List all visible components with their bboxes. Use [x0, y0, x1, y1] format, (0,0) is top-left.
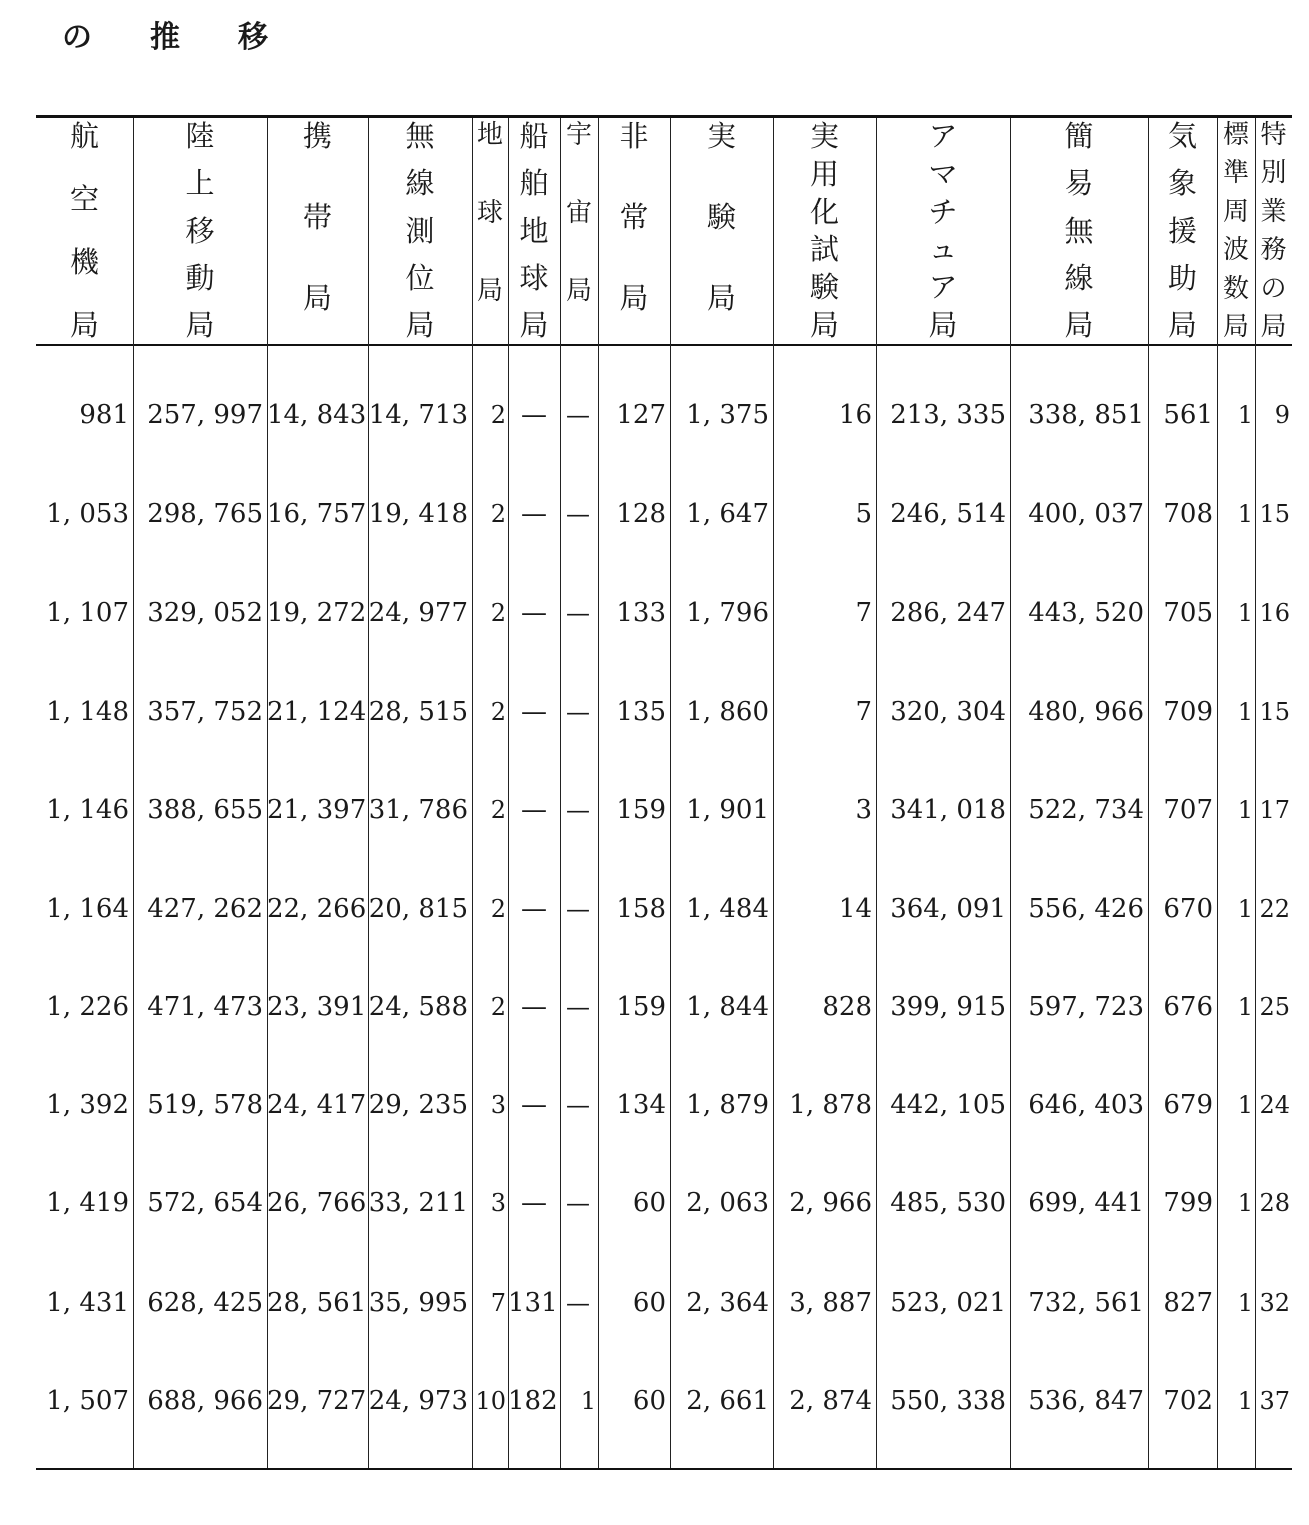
- table-cell: 1: [1237, 401, 1253, 429]
- table-cell: 2: [490, 895, 506, 923]
- table-cell: 3: [490, 1189, 506, 1217]
- table-cell: —: [521, 598, 547, 628]
- table-cell: 485, 530: [890, 1188, 1006, 1218]
- header-char: 特: [1260, 120, 1287, 150]
- table-cell: 2, 063: [686, 1188, 769, 1218]
- table-cell: 1, 901: [686, 795, 769, 825]
- table-cell: 159: [616, 992, 666, 1022]
- table-cell: 2, 874: [789, 1386, 872, 1416]
- table-cell: 1: [580, 1387, 596, 1415]
- header-char: 常: [619, 200, 649, 234]
- header-char: 無: [405, 119, 435, 153]
- table-cell: —: [566, 993, 590, 1021]
- table-cell: 135: [616, 697, 666, 727]
- table-cell: —: [566, 1189, 590, 1217]
- table-cell: 827: [1163, 1288, 1213, 1318]
- table-cell: 28, 515: [368, 697, 468, 727]
- table-cell: —: [566, 401, 590, 429]
- table-cell: 471, 473: [147, 992, 263, 1022]
- table-cell: 399, 915: [890, 992, 1006, 1022]
- header-char: 地: [519, 213, 549, 248]
- table-cell: 1, 431: [46, 1288, 129, 1318]
- column-header-c15: [1255, 122, 1292, 340]
- header-char: ュ: [928, 232, 958, 267]
- header-char: 用: [809, 156, 839, 191]
- table-cell: 60: [632, 1386, 666, 1416]
- table-cell: 2: [490, 698, 506, 726]
- header-char: 測: [405, 213, 435, 248]
- table-cell: 24, 977: [368, 598, 468, 628]
- table-cell: 709: [1163, 697, 1213, 727]
- table-cell: 22, 266: [267, 894, 367, 924]
- table-cell: —: [566, 500, 590, 528]
- table-cell: 523, 021: [890, 1288, 1006, 1318]
- table-cell: 646, 403: [1028, 1090, 1144, 1120]
- header-char: 業: [1260, 196, 1287, 227]
- table-cell: 708: [1163, 499, 1213, 529]
- column-header-c8: [598, 119, 670, 340]
- header-char: 局: [1260, 311, 1287, 342]
- table-cell: 182: [508, 1386, 558, 1416]
- column-header-c11: [876, 119, 1010, 342]
- table-cell: 702: [1163, 1386, 1213, 1416]
- table-cell: 357, 752: [147, 697, 263, 727]
- table-cell: 133: [616, 598, 666, 628]
- table-cell: 14: [838, 894, 872, 924]
- header-char: 験: [706, 200, 736, 234]
- column-header-c5: [472, 122, 508, 340]
- table-cell: 24, 588: [368, 992, 468, 1022]
- header-char: 線: [1064, 260, 1094, 295]
- header-char: 局: [476, 276, 503, 306]
- table-cell: 5: [855, 499, 872, 529]
- table-cell: 3: [855, 795, 872, 825]
- table-cell: —: [521, 400, 547, 430]
- header-char: 地: [476, 120, 503, 150]
- table-cell: 15: [1259, 500, 1290, 528]
- table-cell: 1, 053: [46, 499, 129, 529]
- table-cell: —: [566, 698, 590, 726]
- table-cell: 705: [1163, 598, 1213, 628]
- table-cell: 320, 304: [890, 697, 1006, 727]
- header-char: 務: [1260, 235, 1287, 266]
- table-cell: 17: [1259, 796, 1290, 824]
- header-char: 局: [302, 281, 332, 315]
- table-cell: 60: [632, 1188, 666, 1218]
- header-char: 象: [1167, 166, 1197, 201]
- table-cell: 2, 364: [686, 1288, 769, 1318]
- header-char: 局: [1064, 308, 1094, 342]
- table-cell: 7: [855, 697, 872, 727]
- table-cell: 2: [490, 599, 506, 627]
- table-cell: 26, 766: [267, 1188, 367, 1218]
- table-cell: —: [566, 1091, 590, 1119]
- column-header-c1: [36, 119, 133, 342]
- header-char: 気: [1167, 119, 1197, 153]
- table-cell: 556, 426: [1028, 894, 1144, 924]
- table-cell: 1, 507: [46, 1386, 129, 1416]
- table-cell: —: [566, 1289, 590, 1317]
- header-char: 簡: [1064, 119, 1094, 153]
- table-cell: 688, 966: [147, 1386, 263, 1416]
- table-cell: 1: [1237, 599, 1253, 627]
- table-cell: 1: [1237, 698, 1253, 726]
- header-char: 局: [706, 281, 736, 315]
- table-cell: 1, 878: [789, 1090, 872, 1120]
- header-char: 無: [1064, 213, 1094, 248]
- table-cell: 14, 713: [368, 400, 468, 430]
- table-cell: 1, 226: [46, 992, 129, 1022]
- table-cell: 7: [855, 598, 872, 628]
- table-cell: 29, 235: [368, 1090, 468, 1120]
- table-cell: 828: [822, 992, 872, 1022]
- page-title: [62, 12, 326, 56]
- table-cell: —: [566, 599, 590, 627]
- table-cell: —: [566, 796, 590, 824]
- header-char: 験: [809, 270, 839, 305]
- table-cell: 213, 335: [890, 400, 1006, 430]
- header-char: 局: [928, 307, 958, 342]
- table-cell: 9: [1274, 401, 1290, 429]
- table-cell: 286, 247: [890, 598, 1006, 628]
- table-cell: 257, 997: [147, 400, 263, 430]
- table-cell: 128: [616, 499, 666, 529]
- header-char: 数: [1222, 273, 1249, 304]
- table-cell: 15: [1259, 698, 1290, 726]
- column-header-c9: [670, 119, 773, 340]
- table-cell: —: [521, 697, 547, 727]
- table-cell: 7: [490, 1289, 506, 1317]
- table-cell: 22: [1259, 895, 1290, 923]
- header-char: 波: [1222, 235, 1249, 266]
- table-cell: 427, 262: [147, 894, 263, 924]
- table-cell: 480, 966: [1028, 697, 1144, 727]
- header-char: 局: [405, 308, 435, 342]
- table-cell: 679: [1163, 1090, 1213, 1120]
- header-char: 局: [519, 308, 549, 342]
- column-header-c2: [133, 119, 267, 342]
- table-cell: 981: [79, 400, 129, 430]
- table-cell: 561: [1163, 400, 1213, 430]
- table-cell: 443, 520: [1028, 598, 1144, 628]
- table-cell: —: [566, 895, 590, 923]
- table-cell: 298, 765: [147, 499, 263, 529]
- title-char: 推: [150, 20, 180, 55]
- header-char: 局: [1222, 311, 1249, 342]
- table-cell: 32: [1259, 1289, 1290, 1317]
- table-cell: 24: [1259, 1091, 1290, 1119]
- table-bottom-rule: [36, 1468, 1292, 1470]
- column-header-c7: [560, 122, 598, 340]
- header-char: 試: [809, 232, 839, 267]
- header-char: の: [1260, 273, 1287, 304]
- table-cell: 28, 561: [267, 1288, 367, 1318]
- header-char: ア: [928, 270, 958, 305]
- table-cell: 707: [1163, 795, 1213, 825]
- table-cell: 33, 211: [368, 1188, 468, 1218]
- table-cell: 550, 338: [890, 1386, 1006, 1416]
- header-char: 局: [69, 308, 99, 342]
- header-char: 助: [1167, 260, 1197, 295]
- table-cell: —: [521, 1188, 547, 1218]
- table-cell: 1, 107: [46, 598, 129, 628]
- header-char: 局: [185, 308, 215, 342]
- table-cell: 131: [508, 1288, 558, 1318]
- table-cell: —: [521, 795, 547, 825]
- table-cell: 14, 843: [267, 400, 367, 430]
- header-char: 移: [185, 213, 215, 248]
- header-char: 舶: [519, 166, 549, 201]
- table-cell: 522, 734: [1028, 795, 1144, 825]
- table-cell: 1: [1237, 1289, 1253, 1317]
- table-cell: 28: [1259, 1189, 1290, 1217]
- table-cell: 127: [616, 400, 666, 430]
- header-char: 局: [619, 281, 649, 315]
- table-cell: 732, 561: [1028, 1288, 1144, 1318]
- table-cell: 31, 786: [368, 795, 468, 825]
- table-cell: 1: [1237, 895, 1253, 923]
- title-char: の: [62, 20, 92, 55]
- table-cell: 519, 578: [147, 1090, 263, 1120]
- table-cell: 158: [616, 894, 666, 924]
- table-cell: 21, 397: [267, 795, 367, 825]
- table-cell: 1: [1237, 500, 1253, 528]
- header-char: 上: [185, 166, 215, 201]
- table-cell: 400, 037: [1028, 499, 1144, 529]
- column-header-c6: [508, 119, 560, 342]
- table-cell: 2, 966: [789, 1188, 872, 1218]
- column-header-c13: [1148, 119, 1217, 342]
- table-cell: 3: [490, 1091, 506, 1119]
- table-cell: 338, 851: [1028, 400, 1144, 430]
- table-cell: 364, 091: [890, 894, 1006, 924]
- table-cell: 16: [1259, 599, 1290, 627]
- column-header-c12: [1010, 119, 1148, 342]
- table-cell: 442, 105: [890, 1090, 1006, 1120]
- header-char: 援: [1167, 213, 1197, 248]
- header-char: 機: [69, 245, 99, 279]
- table-cell: 329, 052: [147, 598, 263, 628]
- table-cell: 341, 018: [890, 795, 1006, 825]
- header-char: 別: [1260, 158, 1287, 189]
- table-cell: 1: [1237, 1387, 1253, 1415]
- header-char: 局: [565, 276, 592, 306]
- table-cell: 676: [1163, 992, 1213, 1022]
- table-cell: 3, 887: [789, 1288, 872, 1318]
- header-char: 局: [1167, 308, 1197, 342]
- table-cell: 159: [616, 795, 666, 825]
- header-char: 易: [1064, 166, 1094, 201]
- header-char: 携: [302, 119, 332, 153]
- table-cell: 60: [632, 1288, 666, 1318]
- header-char: 宙: [565, 198, 592, 228]
- table-cell: 35, 995: [368, 1288, 468, 1318]
- table-cell: 1, 148: [46, 697, 129, 727]
- table-cell: 246, 514: [890, 499, 1006, 529]
- table-cell: 134: [616, 1090, 666, 1120]
- table-cell: 799: [1163, 1188, 1213, 1218]
- header-char: 実: [809, 119, 839, 153]
- header-char: 航: [69, 119, 99, 153]
- column-header-c4: [368, 119, 472, 342]
- header-char: 動: [185, 260, 215, 295]
- table-cell: 1, 844: [686, 992, 769, 1022]
- column-header-c10: [773, 119, 876, 342]
- table-cell: 1, 419: [46, 1188, 129, 1218]
- header-char: 球: [476, 198, 503, 228]
- header-char: 準: [1222, 158, 1249, 189]
- header-char: 周: [1222, 196, 1249, 227]
- table-cell: 536, 847: [1028, 1386, 1144, 1416]
- header-char: 化: [809, 194, 839, 229]
- table-cell: 16: [838, 400, 872, 430]
- table-cell: 1: [1237, 796, 1253, 824]
- table-cell: 1, 879: [686, 1090, 769, 1120]
- table-cell: —: [521, 1090, 547, 1120]
- table-cell: 1, 392: [46, 1090, 129, 1120]
- table-cell: 25: [1259, 993, 1290, 1021]
- table-cell: 1, 164: [46, 894, 129, 924]
- table-cell: 20, 815: [368, 894, 468, 924]
- table-cell: 16, 757: [267, 499, 367, 529]
- header-char: 標: [1222, 120, 1249, 150]
- header-char: 船: [519, 119, 549, 153]
- table-cell: 1, 860: [686, 697, 769, 727]
- table-cell: 699, 441: [1028, 1188, 1144, 1218]
- table-cell: 2: [490, 500, 506, 528]
- table-cell: 10: [475, 1387, 506, 1415]
- header-char: 空: [69, 182, 99, 216]
- column-header-c3: [267, 119, 368, 340]
- table-cell: 670: [1163, 894, 1213, 924]
- table-cell: 2: [490, 796, 506, 824]
- table-cell: 37: [1259, 1387, 1290, 1415]
- table-cell: 1: [1237, 1091, 1253, 1119]
- table-cell: 2: [490, 993, 506, 1021]
- table-cell: 24, 973: [368, 1386, 468, 1416]
- table-cell: —: [521, 499, 547, 529]
- header-char: チ: [928, 194, 958, 229]
- table-cell: 19, 418: [368, 499, 468, 529]
- table-cell: 24, 417: [267, 1090, 367, 1120]
- table-cell: 1, 647: [686, 499, 769, 529]
- table-cell: 19, 272: [267, 598, 367, 628]
- header-char: 球: [519, 260, 549, 295]
- column-header-c14: [1217, 122, 1255, 340]
- header-char: 実: [706, 119, 736, 153]
- table-cell: 21, 124: [267, 697, 367, 727]
- table-cell: 1, 796: [686, 598, 769, 628]
- table-cell: 29, 727: [267, 1386, 367, 1416]
- table-cell: —: [521, 894, 547, 924]
- header-char: 位: [405, 260, 435, 295]
- table-cell: 2, 661: [686, 1386, 769, 1416]
- table-cell: 2: [490, 401, 506, 429]
- table-cell: —: [521, 992, 547, 1022]
- table-cell: 23, 391: [267, 992, 367, 1022]
- table-cell: 628, 425: [147, 1288, 263, 1318]
- table-cell: 388, 655: [147, 795, 263, 825]
- header-char: 宇: [565, 120, 592, 150]
- header-char: 非: [619, 119, 649, 153]
- header-char: 線: [405, 166, 435, 201]
- table-cell: 572, 654: [147, 1188, 263, 1218]
- header-char: 帯: [302, 200, 332, 234]
- title-char: 移: [238, 20, 268, 55]
- table-cell: 597, 723: [1028, 992, 1144, 1022]
- table-top-rule: [36, 115, 1292, 118]
- header-char: 局: [809, 307, 839, 342]
- table-cell: 1, 146: [46, 795, 129, 825]
- table-cell: 1: [1237, 1189, 1253, 1217]
- header-char: マ: [928, 156, 958, 191]
- header-divider-rule: [36, 344, 1292, 346]
- table-cell: 1: [1237, 993, 1253, 1021]
- header-char: ア: [928, 119, 958, 153]
- table-cell: 1, 484: [686, 894, 769, 924]
- table-cell: 1, 375: [686, 400, 769, 430]
- header-char: 陸: [185, 119, 215, 153]
